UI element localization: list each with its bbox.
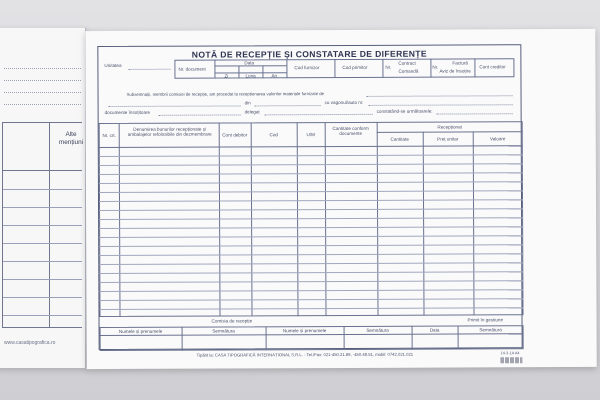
footer-semnatura2: Semnătura [366,327,389,333]
vagon-label: cu vagonul/auto nr. [324,99,364,106]
left-page-footer: www.casatipografica.ro [4,340,56,346]
delegat-label: delegat [244,109,260,115]
luna-label: Luna [245,72,256,78]
footer-nume2: Numele și prenumele [282,327,327,333]
left-page [0,28,86,368]
cod-primitor-label: Cod primitor [342,64,368,70]
th-um: U/M [306,132,315,138]
footer-semnatura3: Semnătura [479,326,502,332]
aviz-label: Aviz de însoțire [439,68,471,74]
primit-label: Primit în gestiune [467,317,504,323]
data-label: Data [244,60,255,66]
th-denumire: Denumirea bunurilor recepționate și ambalajelor refolosibile din dezmembrare [127,126,212,138]
din-label: din [244,100,251,106]
factura-label: Factură [452,60,468,66]
footer-data: Data [429,327,440,333]
nr2-label: Nr. [432,64,439,70]
th-cod: Cod [269,132,278,138]
form-frame [97,44,522,350]
comanda-label: Comandă [398,68,419,74]
th-valoare: Valoare [489,136,506,142]
left-table [2,122,82,328]
nr-label: Nr. [385,64,392,70]
th-cantitate: Cantitate [390,136,409,142]
th-pret-unitar: Preț unitar [437,136,459,142]
table-rows [98,45,520,47]
documente-label: documente însoțitoare [104,109,151,116]
footer-nume1: Numele și prenumele [118,328,163,334]
unitatea-label: Unitatea [104,62,122,69]
nr-document-label: Nr. document [178,66,206,72]
form-code: 14-3-1A A4 [500,351,520,356]
zi-label: Zi [224,72,229,79]
cont-creditor-label: Cont creditor [479,64,506,70]
document-title: NOTĂ DE RECEPȚIE ȘI CONSTATARE DE DIFERENȚE [191,48,427,60]
an-label: An [271,72,278,78]
printer-info: Tipărit la: CASA TIPOGRAFICĂ INTERNAȚIONAL S.R.L. - Tel./Fax: 021-450.21.89, -450.48.51, mobil: 0742.021.021 [196,351,414,358]
form-page [85,29,596,369]
statement-line1: Subsemnații, membrii comisiei de recepție, am procedat la recepționarea valorilor materiale furnizate de [126,91,325,97]
contract-label: Contract [398,60,416,66]
constatand-label: constatând-se următoarele: [376,108,433,114]
th-cantitate-doc: Cantitate conform documente [332,125,369,137]
alte-mentiuni-label: Alte mențiuni [58,131,84,146]
footer-semnatura1: Semnătura [212,327,235,334]
th-receptionat: Recepționat [437,124,462,130]
th-cont-debitor: Cont debitor [222,132,248,138]
cod-furnizor-label: Cod furnizor [294,65,320,71]
barcode [501,357,523,363]
comisia-label: Comisia de recepție [211,318,253,324]
th-nr-crt: Nr. crt. [102,132,116,139]
